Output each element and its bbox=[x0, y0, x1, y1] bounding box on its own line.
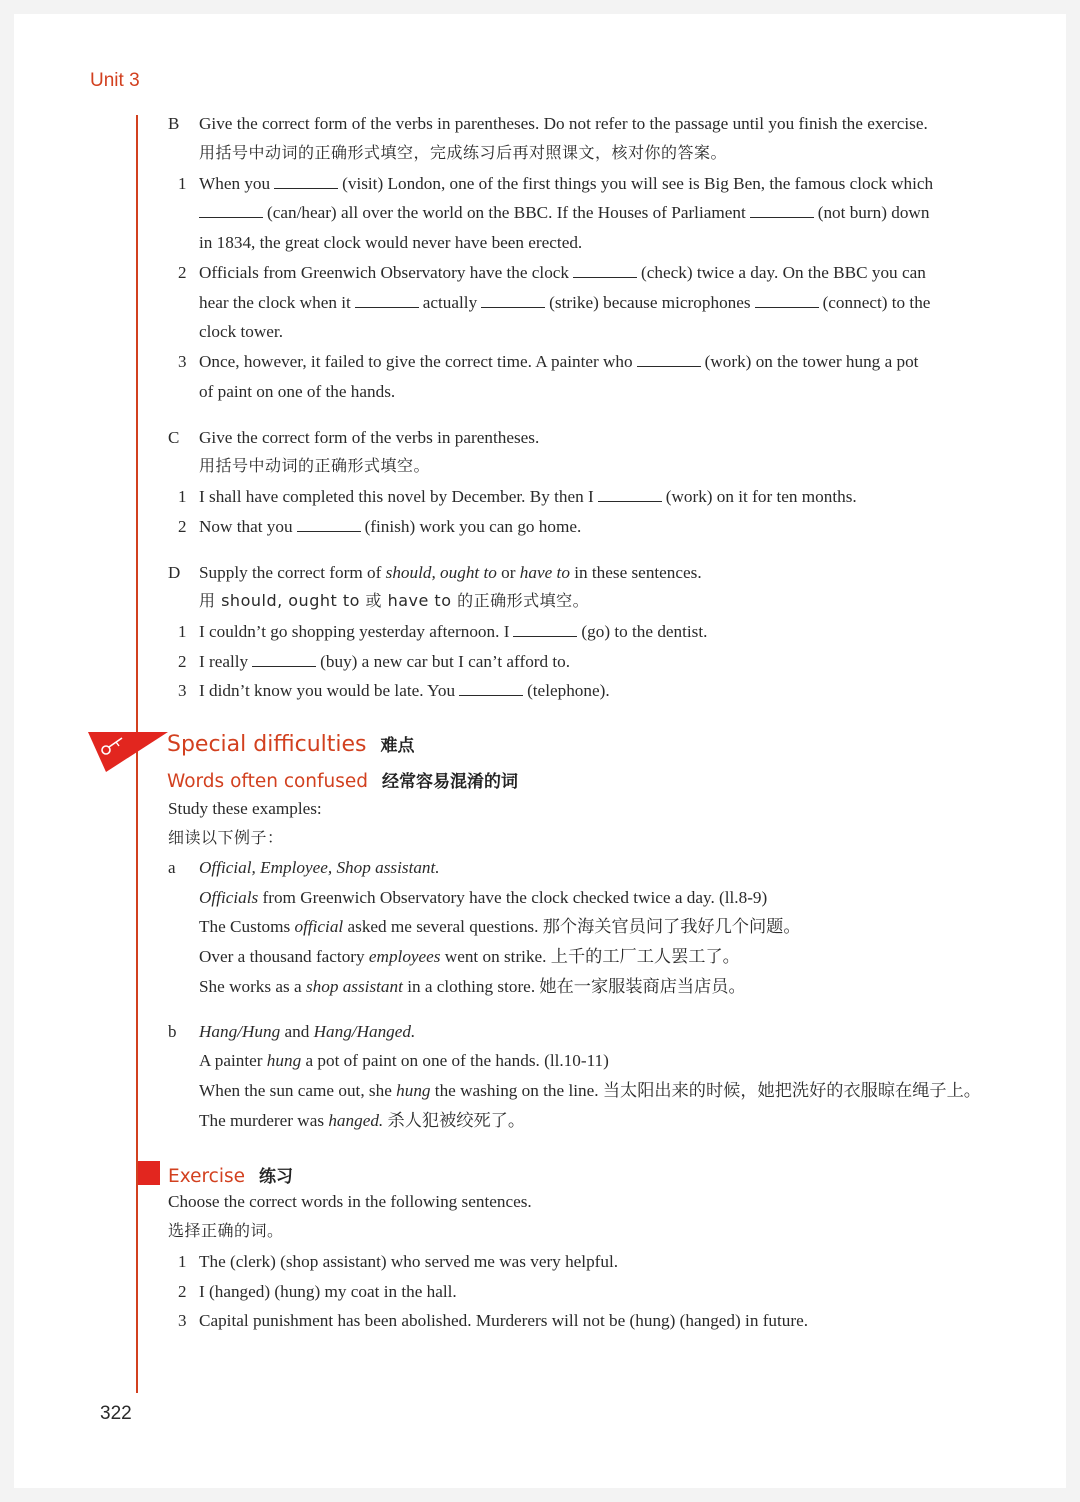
d-item-2: I really (buy) a new car but I can’t afford to. bbox=[199, 652, 571, 671]
exercise-item-3-num: 3 bbox=[178, 1311, 187, 1330]
example-b-line-1: A painter hung a pot of paint on one of the hands. (ll.10-11) bbox=[199, 1051, 609, 1070]
exercise-item-1: The (clerk) (shop assistant) who served me was very helpful. bbox=[199, 1252, 619, 1271]
words-confused-heading: Words often confused 经常容易混淆的词 bbox=[167, 771, 519, 792]
b-item-3-line-2: of paint on one of the hands. bbox=[199, 382, 396, 401]
b-item-1-line-1: When you (visit) London, one of the first things you will see is Big Ben, the famous clock which bbox=[199, 174, 934, 193]
key-icon bbox=[88, 732, 168, 774]
answer-blank[interactable] bbox=[513, 624, 577, 637]
exercise-item-2: I (hanged) (hung) my coat in the hall. bbox=[199, 1282, 457, 1301]
section-d-instruction-cn: 用 should, ought to 或 have to 的正确形式填空。 bbox=[199, 591, 590, 610]
section-d-letter: D bbox=[168, 563, 181, 582]
answer-blank[interactable] bbox=[252, 654, 316, 667]
answer-blank[interactable] bbox=[355, 295, 419, 308]
answer-blank[interactable] bbox=[755, 295, 819, 308]
study-intro: Study these examples: bbox=[168, 799, 322, 818]
d-item-2-num: 2 bbox=[178, 652, 187, 671]
study-intro-cn: 细读以下例子： bbox=[168, 828, 284, 847]
page-number: 322 bbox=[100, 1403, 132, 1424]
answer-blank[interactable] bbox=[274, 176, 338, 189]
c-item-1: I shall have completed this novel by December. By then I (work) on it for ten months. bbox=[199, 487, 857, 506]
section-d-instruction: Supply the correct form of should, ought to or have to in these sentences. bbox=[199, 563, 702, 582]
special-difficulties-heading: Special difficulties 难点 bbox=[167, 732, 415, 757]
d-item-1-num: 1 bbox=[178, 622, 187, 641]
b-item-3-num: 3 bbox=[178, 352, 187, 371]
c-item-2-num: 2 bbox=[178, 517, 187, 536]
answer-blank[interactable] bbox=[297, 519, 361, 532]
answer-blank[interactable] bbox=[481, 295, 545, 308]
answer-blank[interactable] bbox=[637, 354, 701, 367]
section-b-instruction-cn: 用括号中动词的正确形式填空，完成练习后再对照课文，核对你的答案。 bbox=[199, 143, 728, 162]
exercise-heading: Exercise 练习 bbox=[168, 1166, 293, 1187]
exercise-instruction: Choose the correct words in the following sentences. bbox=[168, 1192, 532, 1211]
section-c-letter: C bbox=[168, 428, 180, 447]
example-a-letter: a bbox=[168, 858, 176, 877]
answer-blank[interactable] bbox=[598, 489, 662, 502]
d-item-3: I didn’t know you would be late. You (telephone). bbox=[199, 681, 610, 700]
b-item-2-line-2: hear the clock when it actually (strike) because microphones (connect) to the bbox=[199, 293, 931, 312]
b-item-1-num: 1 bbox=[178, 174, 187, 193]
b-item-1-line-3: in 1834, the great clock would never have been erected. bbox=[199, 233, 583, 252]
unit-label: Unit 3 bbox=[90, 70, 140, 91]
b-item-2-line-3: clock tower. bbox=[199, 322, 283, 341]
section-c-instruction: Give the correct form of the verbs in parentheses. bbox=[199, 428, 540, 447]
b-item-3-line-1: Once, however, it failed to give the correct time. A painter who (work) on the tower hung a pot bbox=[199, 352, 919, 371]
example-a-head: Official, Employee, Shop assistant. bbox=[199, 858, 440, 877]
example-b-line-3: The murderer was hanged. 杀人犯被绞死了。 bbox=[199, 1111, 526, 1130]
example-b-letter: b bbox=[168, 1022, 177, 1041]
section-b-letter: B bbox=[168, 114, 180, 133]
answer-blank[interactable] bbox=[750, 205, 814, 218]
exercise-item-1-num: 1 bbox=[178, 1252, 187, 1271]
d-item-1: I couldn’t go shopping yesterday afternoon. I (go) to the dentist. bbox=[199, 622, 708, 641]
b-item-1-line-2: (can/hear) all over the world on the BBC. If the Houses of Parliament (not burn) down bbox=[199, 204, 929, 221]
example-a-line-2: The Customs official asked me several questions. 那个海关官员问了我好几个问题。 bbox=[199, 917, 801, 936]
answer-blank[interactable] bbox=[573, 265, 637, 278]
exercise-marker bbox=[138, 1161, 160, 1185]
example-a-line-4: She works as a shop assistant in a clothing store. 她在一家服装商店当店员。 bbox=[199, 977, 746, 996]
d-item-3-num: 3 bbox=[178, 681, 187, 700]
c-item-1-num: 1 bbox=[178, 487, 187, 506]
section-c-instruction-cn: 用括号中动词的正确形式填空。 bbox=[199, 456, 431, 475]
answer-blank[interactable] bbox=[199, 205, 263, 218]
section-b-instruction: Give the correct form of the verbs in parentheses. Do not refer to the passage until you finish the exercise. bbox=[199, 114, 928, 133]
example-a-line-1: Officials from Greenwich Observatory have the clock checked twice a day. (ll.8-9) bbox=[199, 888, 768, 907]
exercise-item-2-num: 2 bbox=[178, 1282, 187, 1301]
example-b-line-2: When the sun came out, she hung the washing on the line. 当太阳出来的时候，她把洗好的衣服晾在绳子上。 bbox=[199, 1081, 981, 1100]
exercise-instruction-cn: 选择正确的词。 bbox=[168, 1221, 284, 1240]
example-a-line-3: Over a thousand factory employees went on strike. 上千的工厂工人罢工了。 bbox=[199, 947, 740, 966]
b-item-2-line-1: Officials from Greenwich Observatory have the clock (check) twice a day. On the BBC you can bbox=[199, 263, 926, 282]
b-item-2-num: 2 bbox=[178, 263, 187, 282]
example-b-head: Hang/Hung and Hang/Hanged. bbox=[199, 1022, 416, 1041]
answer-blank[interactable] bbox=[459, 683, 523, 696]
exercise-item-3: Capital punishment has been abolished. Murderers will not be (hung) (hanged) in future. bbox=[199, 1311, 809, 1330]
c-item-2: Now that you (finish) work you can go home. bbox=[199, 517, 582, 536]
